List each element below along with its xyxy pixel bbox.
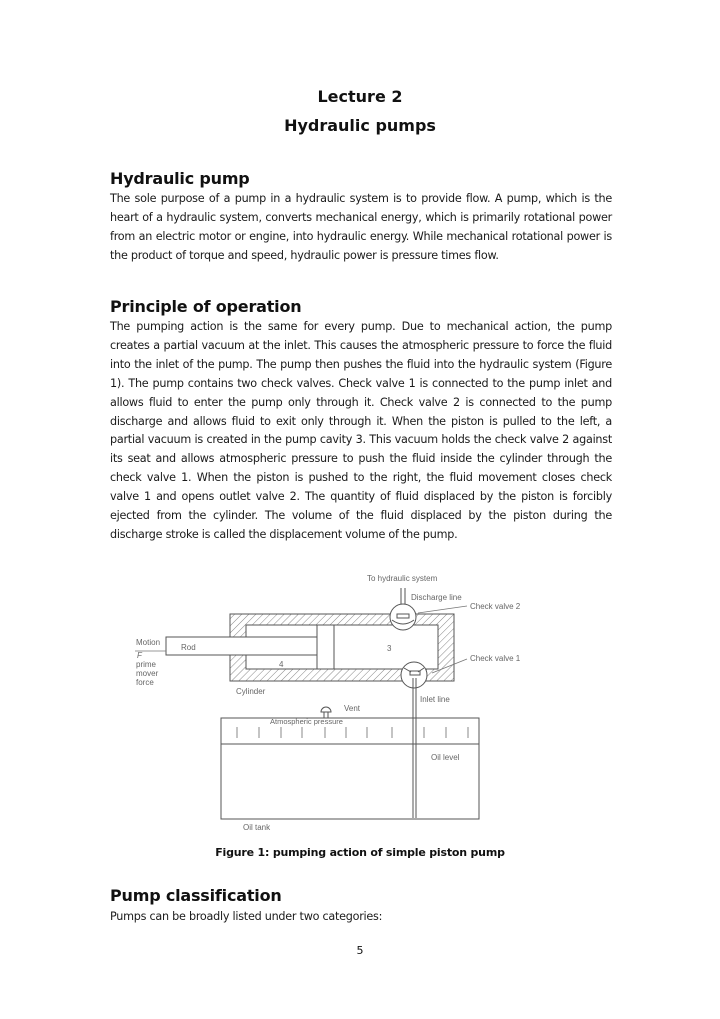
label-motion: Motion <box>136 638 161 647</box>
label-inlet-line: Inlet line <box>420 695 450 704</box>
piston <box>317 625 334 669</box>
section-heading-hydraulic-pump: Hydraulic pump <box>110 169 250 188</box>
lecture-title: Lecture 2 <box>317 87 403 106</box>
lecture-subtitle: Hydraulic pumps <box>284 116 436 135</box>
section-heading-pump-classification: Pump classification <box>110 886 282 905</box>
section-body-hydraulic-pump: The sole purpose of a pump in a hydraulic system is to provide flow. A pump, which is the heart of a hydraulic system, converts mechanical energy, which is primarily rotational power from an electric motor or engine, into hydraulic energy. While mechanical rotational power is the product of torque and speed, hydraulic power is pressure times flow. <box>110 192 612 262</box>
label-chamber-3: 3 <box>387 644 392 653</box>
label-rod: Rod <box>181 643 196 652</box>
label-check-valve-2: Check valve 2 <box>470 602 521 611</box>
label-check-valve-1: Check valve 1 <box>470 654 521 663</box>
label-chamber-4: 4 <box>279 660 284 669</box>
label-force-symbol: F <box>137 651 142 660</box>
section-heading-principle-of-operation: Principle of operation <box>110 297 302 316</box>
label-oil-tank: Oil tank <box>243 823 271 832</box>
label-cylinder: Cylinder <box>236 687 266 696</box>
label-atmospheric-pressure: Atmospheric pressure <box>270 717 343 726</box>
label-mover: mover <box>136 669 159 678</box>
label-discharge-line: Discharge line <box>411 593 462 602</box>
label-vent: Vent <box>344 704 361 713</box>
label-prime: prime <box>136 660 157 669</box>
label-to-hydraulic-system: To hydraulic system <box>367 574 438 583</box>
page-number: 5 <box>356 944 364 957</box>
figure-caption: Figure 1: pumping action of simple piston pump <box>215 846 505 859</box>
oil-tank <box>221 718 479 819</box>
section-body-principle-of-operation: The pumping action is the same for every pump. Due to mechanical action, the pump creates a partial vacuum at the inlet. This causes the atmospheric pressure to force the fluid into the inlet of the pump. The pump then pushes the fluid into the hydraulic system (Figure 1). The pump contains two check valves. Check valve 1 is connected to the pump inlet and allows fluid to enter the pump only through it. Check valve 2 is connected to the pump discharge and allows fluid to exit only through it. When the piston is pulled to the left, a partial vacuum is created in the pump cavity 3. This vacuum holds the check valve 2 against its seat and allows atmospheric pressure to push the fluid inside the cylinder through the check valve 1. When the piston is pushed to the right, the fluid movement closes check valve 1 and opens outlet valve 2. The quantity of fluid displaced by the piston is forcibly ejected from the cylinder. The volume of the fluid displaced by the piston during the discharge stroke is called the displacement volume of the pump. <box>110 320 612 541</box>
label-oil-level: Oil level <box>431 753 460 762</box>
label-force: force <box>136 678 154 687</box>
piston-pump-diagram <box>0 565 720 845</box>
section-body-pump-classification: Pumps can be broadly listed under two categories: <box>110 910 383 923</box>
